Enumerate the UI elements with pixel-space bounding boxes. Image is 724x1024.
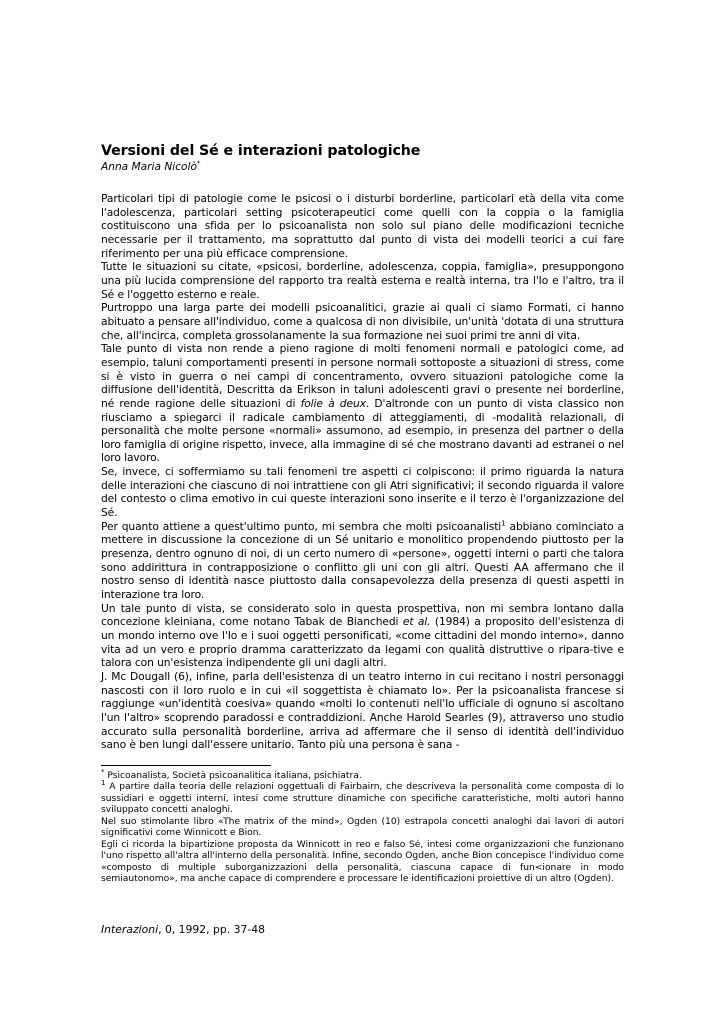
footnote (101, 767, 624, 783)
footnote-text: A partire dalla teoria delle relazioni oggettuali di Fairbairn, che descriveva la personalità come composta di Io sussidiari e oggetti interni, intesi come strutture dinamiche con specifiche caratteristiche, molti autori hanno sviluppato concetti analoghi. (101, 782, 624, 816)
paragraph: Particolari tipi di patologie come le psicosi o i disturbi borderline, particolari età della vita come l'adolescenza, particolari setting psicoterapeutici come quelli con la coppia o la famiglia costituiscono una sfida per lo psicoanalista non solo sul piano delle modificazioni tecniche necessarie per il trattamento, ma soprattutto dal punto di vista dei modelli teorici a cui fare riferimento per una più efficace comprensione. (101, 192, 624, 260)
article-title: Versioni del Sé e interazioni patologiche (101, 143, 421, 159)
paragraph (101, 602, 624, 670)
paragraph: Tutte le situazioni su citate, «psicosi, borderline, adolescenza, coppia, famiglia», presuppongono una più lucida comprensione del rapporto tra realtà esterna e realtà interna, tra l'Io e l'altro, tra il Sé e l'oggetto esterno e reale. (101, 260, 624, 301)
paragraph: J. Mc Dougall (6), infine, parla dell'esistenza di un teatro interno in cui recitano i nostri personaggi nascosti con il loro ruolo e in cui «il soggettista è chiamato Io». Per la psicoanalista francese si raggiunge «un'identità coesiva» quando «molti Io contenuti nell'Io ufficiale di ognuno si ascoltano l'un l'altro» scoprendo paradossi e contraddizioni. Anche Harold Searles (9), attraverso uno studio accurato sulla personalità borderline, arriva ad affermare che il senso di identità dell'individuo sano è ben lungi dall'essere unitario. Tanto più una persona è sana - (101, 669, 624, 752)
paragraph-text: Per quanto attiene a quest'ultimo punto, mi sembra che molti psicoanalisti (101, 519, 502, 533)
footnotes (101, 767, 624, 886)
footnote-mark: 1 (101, 779, 106, 788)
journal-name: Interazioni (101, 923, 159, 936)
paragraph: Se, invece, ci soffermiamo su tali fenomeni tre aspetti ci colpiscono: il primo riguarda la natura delle interazioni che ciascuno di noi intrattiene con gli Atri significativi; il secondo riguarda il valore del contesto o clima emotivo in cui queste interazioni sono inserite e il terzo è l'organizzazione del Sé. (101, 465, 624, 520)
author-footnote-mark: * (196, 159, 201, 168)
footnote: Nel suo stimolante libro «The matrix of the mind», Ogden (10) estrapola concetti analoghi dai lavori di autori significativi come Winnicott e Bion. (101, 816, 624, 839)
paragraph: Purtroppo una larga parte dei modelli psicoanalitici, grazie ai quali ci siamo Formati, ci hanno abituato a pensare all'individuo, come a qualcosa di non divisibile, un'unità 'dotata di una struttura che, all'incirca, completa grossolanamente la sua formazione nei suoi primi tre anni di vita. (101, 301, 624, 342)
author-name: Anna Maria Nicolò (101, 161, 197, 173)
paragraph-text: Un tale punto di vista, se considerato solo in questa prospettiva, non mi sembra lontano dalla concezione kleiniana, come notano Tabak de Bianchedi (101, 601, 624, 629)
footnote-mark: * (101, 767, 105, 776)
footnote: Egli ci ricorda la bipartizione proposta da Winnicott in reo e falso Sé, intesi come organizzazioni che funzionano l'uno rispetto all'altra all'interno della personalità. Infine, secondo Ogden, anche Bion concepisce l'individuo come «composto di multiple suborganizzazioni della personalità, ciascuna capace di fun<ionare in modo semiautonomo», ma anche capace di comprendere e processare le identificazioni proiettive di un altro (Ogden). (101, 839, 624, 885)
article-body (101, 192, 624, 752)
footnote-ref: 1 (501, 519, 506, 528)
citation-details: , 0, 1992, pp. 37-48 (158, 923, 265, 936)
citation-footer (101, 923, 265, 936)
paragraph-text: . D'altronde con un punto di vista classico non riusciamo a spiegarci il radicale cambiamento di atteggiamenti, di -modalità relazionali, di personalità che molte persone «normali» assumono, ad esempio, in presenza del partner o della loro famiglia di origine rispetto, invece, alla immagine di sé che mostrano davanti ad estranei o nel loro lavoro. (101, 396, 624, 465)
article (101, 143, 624, 886)
paragraph-text: abbiano cominciato a mettere in discussione la concezione di un Sé unitario e monolitico propendendo piuttosto per la presenza, dentro ognuno di noi, di un certo numero di «persone», oggetti interni o parti che talora sono addirittura in contrapposizione o conflitto gli uni con gli altri. Questi AA affermano che il nostro senso di identità nasce piuttosto dalla consapevolezza della presenza di questi aspetti in interazione tra loro. (101, 519, 624, 602)
footnote-text: Psicoanalista, Società psicoanalitica italiana, psichiatra. (104, 770, 362, 781)
paragraph-text: Tale punto di vista non rende a pieno ragione di molti fenomeni normali e patologici come, ad esempio, taluni comportamenti presenti in persone normali sottoposte a situazioni di stress, come si è visto in guerra o nei campi di concentramento, ovvero situazioni patologiche come la diffusione dell'identità, Descritta da Erikson in taluni adolescenti gravi o presente nei borderline, né rende ragione delle situazioni di (101, 342, 624, 410)
paragraph (101, 520, 624, 602)
footnote-divider (101, 765, 271, 766)
italic-term: folie à deux (300, 396, 366, 410)
footnote (101, 779, 624, 817)
italic-term: et al. (402, 615, 431, 629)
paragraph-text: (1984) a proposito dell'esistenza di un mondo interno ove l'Io e i suoi oggetti personificati, «come cittadini del mondo interno», danno vita ad un vero e proprio dramma caratterizzato da legami con qualità distruttive o ripara-tive e talora con un'esistenza indipendente gli uni dagli altri. (101, 615, 624, 670)
author-line (101, 161, 624, 174)
paragraph (101, 342, 624, 465)
